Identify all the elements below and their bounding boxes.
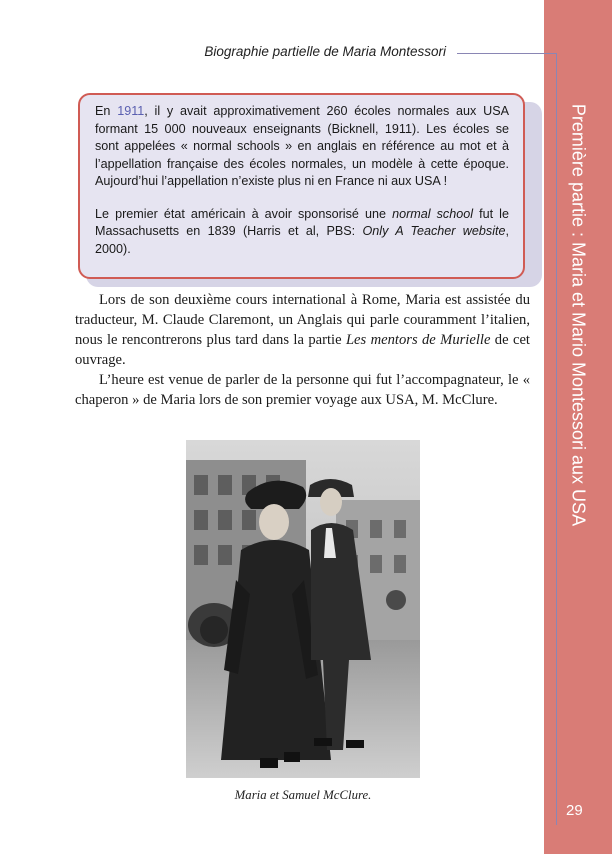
body-text-run: de cet ouvrage. [75,332,530,368]
body-paragraph-1 [75,290,530,370]
body-emphasis: Les mentors de Murielle [345,332,491,348]
callout-text: Le premier état américain à avoir sponsorisé une [95,206,393,221]
callout-text: En [95,104,118,118]
callout-emphasis: Only A Teacher website [362,224,506,238]
running-title: Biographie partielle de Maria Montessori [204,44,446,59]
photo-caption: Maria et Samuel McClure. [234,788,372,802]
body-text-run: Lors de son deuxième cours international à Rome, Maria est assistée du traducteur, M. Claude Claremont, un Anglais qui parle couramment l’italien, nous le rencontrerons plus tard dans la partie [75,292,530,348]
body-paragraph-2: L’heure est venue de parler de la personne qui fut l’accompagnateur, le « chaperon » de Maria lors de son premier voyage aux USA, M. McClure. [75,372,530,408]
header-rule [457,53,557,54]
callout-text: , 2000). [95,224,509,256]
section-vertical-title: Première partie : Maria et Mario Montessori aux USA [568,103,589,527]
page-number: 29 [566,802,583,819]
body-text [75,290,530,410]
callout-emphasis: normal school [392,206,474,221]
callout-text: , il y avait approximativement 260 écoles normales aux USA formant 15 000 nouveaux enseignants (Bicknell, 1911). Les écoles se sont appelées « normal schools » en anglais en référence au mot et à l’appellation française des écoles normales, un modèle à cette époque. Aujourd’hui l’appellation n’existe plus ni en France ni aux USA ! [95,104,510,188]
callout-box [78,93,525,279]
callout-text: fut le Massachusetts en 1839 (Harris et al, PBS: [95,206,509,238]
side-rule [556,53,557,825]
callout-paragraph-1 [95,103,509,191]
photo-maria-and-mcclure [186,440,420,778]
year-link[interactable]: 1911 [117,104,145,118]
callout-paragraph-2 [95,206,509,259]
